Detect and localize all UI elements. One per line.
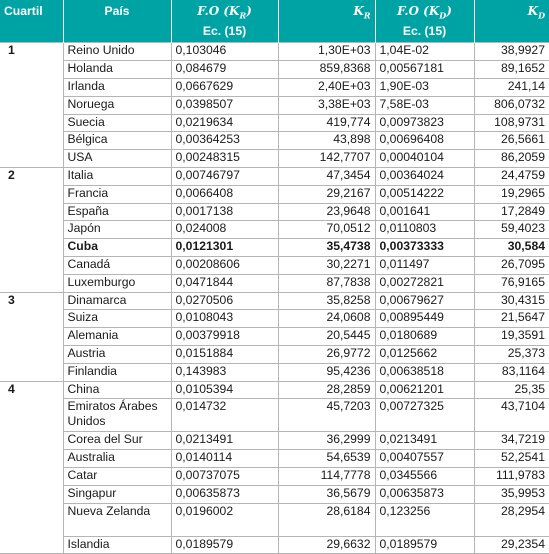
cell-fo-kr: 0,024008 <box>171 221 278 239</box>
cell-fo-kd: 0,123256 <box>375 503 474 536</box>
cell-fo-kd: 0,0110803 <box>375 221 474 239</box>
cell-kd: 34,7219 <box>474 432 549 450</box>
cell-kr: 45,7203 <box>278 399 375 432</box>
cell-fo-kd: 1,90E-03 <box>375 78 474 96</box>
cell-pais: España <box>63 203 171 221</box>
cell-fo-kd: 0,00635873 <box>375 485 474 503</box>
cell-kd: 43,7104 <box>474 399 549 432</box>
cell-cuartil <box>0 78 63 96</box>
cell-kd: 86,2059 <box>474 150 549 168</box>
cell-kd: 241,14 <box>474 78 549 96</box>
cell-pais: Noruega <box>63 96 171 114</box>
cell-cuartil <box>0 256 63 274</box>
header-fo-kr-equation: Ec. (15) <box>202 24 247 39</box>
header-fo-kd-equation: Ec. (15) <box>402 24 447 39</box>
table-row <box>0 345 549 363</box>
cell-pais: Bélgica <box>63 132 171 150</box>
cell-fo-kd: 0,00895449 <box>375 310 474 328</box>
cell-cuartil: 2 <box>8 167 15 182</box>
cell-kr: 859,8368 <box>278 61 375 79</box>
cell-fo-kr: 0,00364253 <box>171 132 278 150</box>
cell-pais: Canadá <box>63 256 171 274</box>
table-row <box>0 203 549 221</box>
cell-kd: 59,4023 <box>474 221 549 239</box>
header-kr: $K_R$ <box>278 0 375 43</box>
cell-cuartil <box>0 536 63 554</box>
cell-cuartil: 3 <box>8 292 15 307</box>
table-row <box>0 292 549 310</box>
cell-pais: Nueva Zelanda <box>63 503 171 536</box>
cell-cuartil <box>0 185 63 203</box>
cell-kd: 26,5661 <box>474 132 549 150</box>
cell-fo-kr: 0,0066408 <box>171 185 278 203</box>
cell-kr: 3,38E+03 <box>278 96 375 114</box>
table-row <box>0 132 549 150</box>
cell-fo-kd: 0,00567181 <box>375 61 474 79</box>
cell-kd: 108,9731 <box>474 114 549 132</box>
cell-fo-kd: 0,001641 <box>375 203 474 221</box>
cell-pais: Finlandia <box>63 363 171 381</box>
cell-kd: 83,1164 <box>474 363 549 381</box>
cell-cuartil <box>0 132 63 150</box>
cell-kr: 47,3454 <box>278 167 375 185</box>
cell-cuartil <box>0 363 63 381</box>
cell-fo-kr: 0,103046 <box>171 43 278 61</box>
cell-cuartil <box>0 150 63 168</box>
cell-kr: 29,2167 <box>278 185 375 203</box>
cell-kd: 111,9783 <box>474 467 549 485</box>
cell-fo-kr: 0,143983 <box>171 363 278 381</box>
table-row <box>0 328 549 346</box>
cell-kd: 25,35 <box>474 381 549 399</box>
table-row <box>0 167 549 185</box>
cell-cuartil <box>0 399 63 432</box>
cell-kd: 30,4315 <box>474 292 549 310</box>
cell-fo-kd: 1,04E-02 <box>375 43 474 61</box>
cell-kr: 54,6539 <box>278 450 375 468</box>
cell-fo-kr: 0,0196002 <box>171 503 278 536</box>
table-row <box>0 150 549 168</box>
cell-cuartil <box>0 221 63 239</box>
table-row <box>0 239 549 257</box>
table-row <box>0 256 549 274</box>
cell-kd: 21,5647 <box>474 310 549 328</box>
cell-fo-kr: 0,0219634 <box>171 114 278 132</box>
cell-fo-kr: 0,0105394 <box>171 381 278 399</box>
cell-kd: 17,2849 <box>474 203 549 221</box>
cell-pais: Irlanda <box>63 78 171 96</box>
cell-fo-kd: 0,011497 <box>375 256 474 274</box>
cell-cuartil <box>0 310 63 328</box>
cell-kr: 95,4236 <box>278 363 375 381</box>
cell-kr: 29,6632 <box>278 536 375 554</box>
cell-fo-kr: 0,0270506 <box>171 292 278 310</box>
cell-cuartil <box>0 432 63 450</box>
cell-kd: 806,0732 <box>474 96 549 114</box>
cell-fo-kr: 0,0108043 <box>171 310 278 328</box>
cell-cuartil <box>0 96 63 114</box>
cell-kr: 36,2999 <box>278 432 375 450</box>
cell-kr: 20,5445 <box>278 328 375 346</box>
cell-pais: USA <box>63 150 171 168</box>
cell-fo-kd: 0,00373333 <box>375 239 474 257</box>
cell-kd: 28,2954 <box>474 503 549 536</box>
cell-fo-kd: 7,58E-03 <box>375 96 474 114</box>
table-row <box>0 381 549 399</box>
cell-fo-kd: 0,00364024 <box>375 167 474 185</box>
header-fo-kd: F.O $(K_D)$ Ec. (15) <box>375 0 474 43</box>
cell-kr: 419,774 <box>278 114 375 132</box>
cell-cuartil <box>0 274 63 292</box>
table-row <box>0 503 549 536</box>
cell-kd: 35,9953 <box>474 485 549 503</box>
cell-cuartil <box>0 328 63 346</box>
cell-fo-kd: 0,00407557 <box>375 450 474 468</box>
cell-kr: 35,4738 <box>278 239 375 257</box>
cell-fo-kr: 0,0121301 <box>171 239 278 257</box>
cell-fo-kr: 0,00248315 <box>171 150 278 168</box>
cell-cuartil: 4 <box>8 381 15 396</box>
cell-fo-kd: 0,0189579 <box>375 536 474 554</box>
header-pais: País <box>63 0 171 43</box>
table-row <box>0 61 549 79</box>
cell-pais: Luxemburgo <box>63 274 171 292</box>
cell-pais: Singapur <box>63 485 171 503</box>
table-row <box>0 221 549 239</box>
cell-kd: 76,9165 <box>474 274 549 292</box>
cell-fo-kd: 0,00973823 <box>375 114 474 132</box>
cell-pais: Austria <box>63 345 171 363</box>
cell-pais: Cuba <box>63 239 171 257</box>
table-row <box>0 485 549 503</box>
cell-cuartil <box>0 450 63 468</box>
cell-fo-kr: 0,00208606 <box>171 256 278 274</box>
cell-kd: 19,2965 <box>474 185 549 203</box>
cell-fo-kr: 0,00737075 <box>171 467 278 485</box>
table-row <box>0 78 549 96</box>
cell-pais: Islandia <box>63 536 171 554</box>
cell-kr: 1,30E+03 <box>278 43 375 61</box>
table-row <box>0 432 549 450</box>
cell-pais: Corea del Sur <box>63 432 171 450</box>
cell-kr: 35,8258 <box>278 292 375 310</box>
cell-fo-kd: 0,00727325 <box>375 399 474 432</box>
cell-kd: 52,2541 <box>474 450 549 468</box>
header-row <box>0 0 549 43</box>
cell-fo-kr: 0,0398507 <box>171 96 278 114</box>
cell-kd: 89,1652 <box>474 61 549 79</box>
cell-kr: 28,6184 <box>278 503 375 536</box>
cell-fo-kr: 0,084679 <box>171 61 278 79</box>
header-kd: $K_D$ <box>474 0 549 43</box>
cell-fo-kr: 0,0017138 <box>171 203 278 221</box>
table-row <box>0 114 549 132</box>
cell-cuartil <box>0 345 63 363</box>
cell-fo-kr: 0,0151884 <box>171 345 278 363</box>
cell-kd: 30,584 <box>474 239 549 257</box>
cell-kr: 23,9648 <box>278 203 375 221</box>
cell-cuartil <box>0 203 63 221</box>
cell-fo-kr: 0,0471844 <box>171 274 278 292</box>
cell-fo-kr: 0,014732 <box>171 399 278 432</box>
cell-pais: Alemania <box>63 328 171 346</box>
cell-kr: 28,2859 <box>278 381 375 399</box>
table-row <box>0 274 549 292</box>
cell-fo-kr: 0,00379918 <box>171 328 278 346</box>
cell-fo-kd: 0,0345566 <box>375 467 474 485</box>
cell-fo-kd: 0,00272821 <box>375 274 474 292</box>
cell-cuartil <box>0 503 63 536</box>
cell-kd: 24,4759 <box>474 167 549 185</box>
cell-pais: Japón <box>63 221 171 239</box>
cell-fo-kd: 0,0125662 <box>375 345 474 363</box>
cell-kr: 26,9772 <box>278 345 375 363</box>
cell-kd: 26,7095 <box>474 256 549 274</box>
cell-fo-kd: 0,0180689 <box>375 328 474 346</box>
cell-kd: 29,2354 <box>474 536 549 554</box>
cell-fo-kd: 0,00679627 <box>375 292 474 310</box>
cell-pais: Italia <box>63 167 171 185</box>
table-row <box>0 536 549 554</box>
cell-fo-kr: 0,0213491 <box>171 432 278 450</box>
table-row <box>0 467 549 485</box>
cell-fo-kd: 0,00040104 <box>375 150 474 168</box>
cell-kr: 142,7707 <box>278 150 375 168</box>
cell-pais: Emiratos Árabes Unidos <box>63 399 171 432</box>
cell-kr: 36,5679 <box>278 485 375 503</box>
table-row <box>0 185 549 203</box>
cell-pais: Dinamarca <box>63 292 171 310</box>
cell-pais: Francia <box>63 185 171 203</box>
cell-fo-kr: 0,0140114 <box>171 450 278 468</box>
table-row <box>0 43 549 61</box>
cell-fo-kd: 0,00696408 <box>375 132 474 150</box>
table-row <box>0 399 549 432</box>
cell-pais: Suecia <box>63 114 171 132</box>
cell-cuartil <box>0 467 63 485</box>
cell-fo-kr: 0,00746797 <box>171 167 278 185</box>
cell-kr: 114,7778 <box>278 467 375 485</box>
cell-pais: Holanda <box>63 61 171 79</box>
cell-kr: 87,7838 <box>278 274 375 292</box>
cell-cuartil <box>0 239 63 257</box>
cell-pais: Australia <box>63 450 171 468</box>
cell-cuartil <box>0 61 63 79</box>
cell-cuartil <box>0 114 63 132</box>
cell-pais: Catar <box>63 467 171 485</box>
table-row <box>0 96 549 114</box>
cell-kr: 24,0608 <box>278 310 375 328</box>
cell-fo-kr: 0,00635873 <box>171 485 278 503</box>
header-fo-kr: F.O $(K_R)$ Ec. (15) <box>171 0 278 43</box>
cell-fo-kd: 0,0213491 <box>375 432 474 450</box>
cell-kd: 25,373 <box>474 345 549 363</box>
cell-kr: 2,40E+03 <box>278 78 375 96</box>
cell-kr: 43,898 <box>278 132 375 150</box>
cell-pais: Reino Unido <box>63 43 171 61</box>
table-row <box>0 450 549 468</box>
table-row <box>0 363 549 381</box>
cell-fo-kd: 0,00638518 <box>375 363 474 381</box>
cell-kr: 30,2271 <box>278 256 375 274</box>
cell-pais: Suiza <box>63 310 171 328</box>
cell-kd: 19,3591 <box>474 328 549 346</box>
table-body <box>0 43 549 554</box>
cell-fo-kr: 0,0189579 <box>171 536 278 554</box>
cell-cuartil: 1 <box>0 43 63 61</box>
cell-cuartil <box>0 485 63 503</box>
table-row <box>0 310 549 328</box>
cell-kr: 70,0512 <box>278 221 375 239</box>
cell-fo-kr: 0,0667629 <box>171 78 278 96</box>
cell-kd: 38,9927 <box>474 43 549 61</box>
header-cuartil: Cuartil <box>0 0 63 43</box>
cell-pais: China <box>63 381 171 399</box>
cell-fo-kd: 0,00621201 <box>375 381 474 399</box>
cell-fo-kd: 0,00514222 <box>375 185 474 203</box>
